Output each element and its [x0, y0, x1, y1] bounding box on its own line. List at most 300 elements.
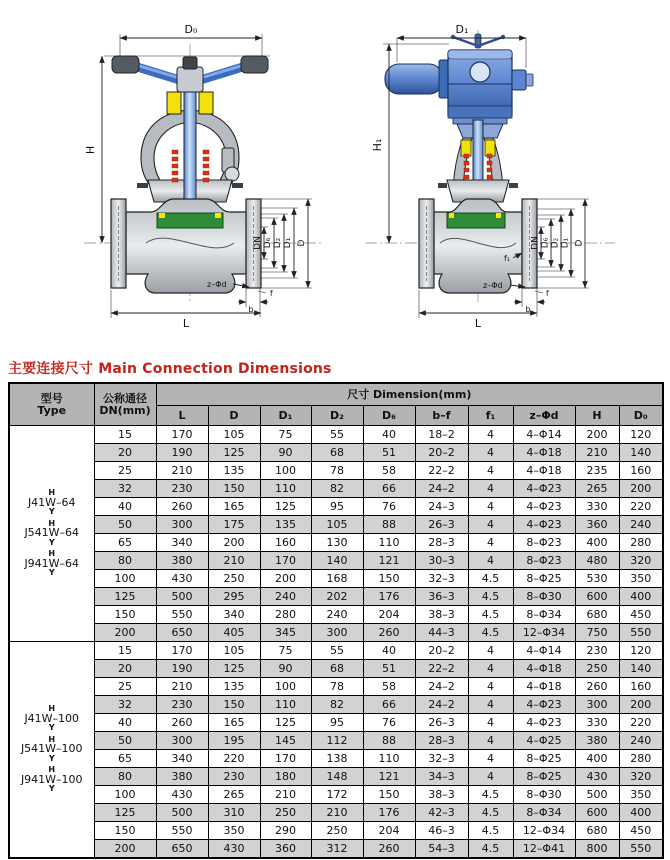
- handwheel-knob: [112, 56, 139, 73]
- dim-cell: 330: [575, 714, 619, 732]
- dim-cell: 125: [94, 804, 156, 822]
- dim-cell: 18–2: [415, 426, 468, 444]
- handwheel-knob: [241, 56, 268, 73]
- dim-cell: 190: [156, 660, 208, 678]
- table-row: [9, 822, 663, 840]
- dim-cell: 200: [94, 624, 156, 642]
- dim-cell: 430: [575, 768, 619, 786]
- dim-cell: 8–Φ25: [513, 570, 575, 588]
- bonnet-bolt: [137, 183, 148, 188]
- column-header-1: D: [208, 406, 260, 426]
- dim-cell: 100: [94, 570, 156, 588]
- dim-cell: 28–3: [415, 534, 468, 552]
- dim-cell: 165: [208, 714, 260, 732]
- dim-cell: 68: [311, 444, 363, 462]
- dim-cell: 120: [619, 426, 663, 444]
- dim-cell: 180: [260, 768, 311, 786]
- dim-cell: 240: [619, 732, 663, 750]
- type-header-en: Type: [37, 403, 67, 417]
- dim-cell: 290: [260, 822, 311, 840]
- dim-cell: 32: [94, 696, 156, 714]
- dim-cell: 550: [619, 840, 663, 859]
- dim-cell: 138: [311, 750, 363, 768]
- dim-cell: 8–Φ25: [513, 750, 575, 768]
- dim-cell: 88: [363, 732, 415, 750]
- hub-cap: [183, 57, 197, 69]
- table-row: [9, 804, 663, 822]
- dim-cell: 240: [619, 516, 663, 534]
- dim-cell: 82: [311, 480, 363, 498]
- motor: [385, 64, 443, 94]
- dim-cell: 300: [311, 624, 363, 642]
- bonnet-bolt: [438, 183, 447, 188]
- dim-cell: 240: [260, 588, 311, 606]
- table-row: [9, 786, 663, 804]
- dim-cell: 150: [208, 480, 260, 498]
- dim-cell: 4–Φ25: [513, 732, 575, 750]
- dim-cell: 54–3: [415, 840, 468, 859]
- dim-cell: 4: [468, 714, 513, 732]
- column-header-6: f₁: [468, 406, 513, 426]
- dim-cell: 20: [94, 660, 156, 678]
- dim-label-d0: D₀: [184, 23, 198, 36]
- dim-cell: 4–Φ14: [513, 642, 575, 660]
- dim-cell: 140: [619, 660, 663, 678]
- dim-cell: 250: [260, 804, 311, 822]
- dim-cell: 145: [260, 732, 311, 750]
- dim-cell: 800: [575, 840, 619, 859]
- dn-header-cn: 公称通径: [103, 391, 147, 405]
- dim-cell: 8–Φ34: [513, 606, 575, 624]
- dim-cell: 650: [156, 624, 208, 642]
- column-header-5: b–f: [415, 406, 468, 426]
- seat: [157, 213, 223, 228]
- dim-cell: 148: [311, 768, 363, 786]
- dim-cell: 4: [468, 516, 513, 534]
- dim-label-d: D: [574, 239, 585, 247]
- dim-cell: 66: [363, 480, 415, 498]
- dim-cell: 200: [619, 480, 663, 498]
- dim-cell: 200: [94, 840, 156, 859]
- dim-cell: 24–2: [415, 480, 468, 498]
- dim-cell: 135: [208, 678, 260, 696]
- dim-cell: 12–Φ41: [513, 840, 575, 859]
- seat-gasket: [215, 213, 221, 218]
- dim-cell: 4: [468, 534, 513, 552]
- table-row: [9, 444, 663, 462]
- table-row: [9, 588, 663, 606]
- column-header-4: D₆: [363, 406, 415, 426]
- dim-cell: 110: [363, 534, 415, 552]
- dim-cell: 100: [94, 786, 156, 804]
- dim-cell: 150: [363, 786, 415, 804]
- dim-label-d6: D₆: [263, 237, 273, 249]
- column-header-type: [9, 383, 94, 426]
- dim-cell: 350: [619, 786, 663, 804]
- seat-gasket: [159, 213, 165, 218]
- dim-cell: 4.5: [468, 588, 513, 606]
- table-row: [9, 480, 663, 498]
- dimensions-table: [8, 382, 664, 859]
- dim-cell: 265: [575, 480, 619, 498]
- dim-cell: 76: [363, 498, 415, 516]
- dim-cell: 78: [311, 462, 363, 480]
- dim-cell: 4: [468, 462, 513, 480]
- dim-cell: 4–Φ18: [513, 462, 575, 480]
- dim-cell: 58: [363, 462, 415, 480]
- dim-label-d2: D₂: [550, 237, 561, 249]
- dim-label-b: b: [525, 305, 531, 314]
- dim-label-f1: f₁: [503, 254, 511, 263]
- dim-cell: 295: [208, 588, 260, 606]
- model-code: H J541W–64 Y: [24, 518, 80, 547]
- dim-cell: 26–3: [415, 714, 468, 732]
- dim-cell: 202: [311, 588, 363, 606]
- dim-cell: 550: [619, 624, 663, 642]
- dim-cell: 135: [260, 516, 311, 534]
- dim-cell: 4–Φ18: [513, 444, 575, 462]
- dim-cell: 65: [94, 750, 156, 768]
- table-row: [9, 534, 663, 552]
- dim-cell: 4–Φ23: [513, 714, 575, 732]
- dim-cell: 310: [208, 804, 260, 822]
- table-row: [9, 714, 663, 732]
- column-header-dn: [94, 383, 156, 426]
- valve-assembly: [111, 56, 268, 293]
- dim-cell: 65: [94, 534, 156, 552]
- dim-cell: 210: [575, 444, 619, 462]
- dim-label-d6: D₆: [540, 237, 551, 249]
- dim-cell: 680: [575, 606, 619, 624]
- dim-cell: 26–3: [415, 516, 468, 534]
- table-row: [9, 552, 663, 570]
- dim-cell: 125: [94, 588, 156, 606]
- dim-cell: 230: [156, 480, 208, 498]
- column-header-3: D₂: [311, 406, 363, 426]
- table-row: [9, 462, 663, 480]
- dim-cell: 240: [311, 606, 363, 624]
- model-code: H J941W–64 Y: [24, 549, 80, 578]
- dim-cell: 260: [575, 678, 619, 696]
- dim-cell: 66: [363, 696, 415, 714]
- dim-cell: 260: [363, 624, 415, 642]
- dim-cell: 40: [94, 498, 156, 516]
- dim-cell: 320: [619, 552, 663, 570]
- dim-cell: 280: [619, 750, 663, 768]
- table-row: [9, 624, 663, 642]
- dim-cell: 400: [619, 804, 663, 822]
- dim-cell: 160: [619, 678, 663, 696]
- dim-cell: 220: [208, 750, 260, 768]
- electric-actuator: [385, 34, 533, 138]
- dim-cell: 8–Φ30: [513, 786, 575, 804]
- dim-label-d1: D₁: [283, 237, 293, 249]
- gland-right: [485, 140, 495, 156]
- type-header-cn: 型号: [40, 391, 63, 405]
- dim-cell: 400: [575, 534, 619, 552]
- dim-cell: 95: [311, 714, 363, 732]
- dim-cell: 312: [311, 840, 363, 859]
- dim-cell: 105: [208, 426, 260, 444]
- dim-cell: 4–Φ23: [513, 696, 575, 714]
- dim-cell: 4: [468, 552, 513, 570]
- dim-cell: 160: [260, 534, 311, 552]
- dim-cell: 130: [311, 534, 363, 552]
- dim-cell: 300: [156, 516, 208, 534]
- dim-cell: 110: [260, 480, 311, 498]
- dn-header-en: DN(mm): [99, 403, 151, 417]
- dim-cell: 80: [94, 552, 156, 570]
- dim-cell: 340: [208, 606, 260, 624]
- dim-cell: 220: [619, 498, 663, 516]
- gland-left: [461, 140, 471, 156]
- dim-cell: 170: [156, 426, 208, 444]
- dim-cell: 320: [619, 768, 663, 786]
- dim-cell: 4.5: [468, 624, 513, 642]
- dim-cell: 90: [260, 660, 311, 678]
- dim-cell: 4–Φ18: [513, 678, 575, 696]
- dim-cell: 170: [260, 552, 311, 570]
- dim-cell: 500: [156, 804, 208, 822]
- dim-cell: 50: [94, 516, 156, 534]
- dim-cell: 4–Φ23: [513, 480, 575, 498]
- dim-cell: 250: [311, 822, 363, 840]
- dim-cell: 34–3: [415, 768, 468, 786]
- dim-label-h1: H₁: [371, 138, 384, 152]
- dim-cell: 300: [575, 696, 619, 714]
- dim-cell: 30–3: [415, 552, 468, 570]
- dim-cell: 125: [208, 444, 260, 462]
- dim-cell: 380: [575, 732, 619, 750]
- dim-cell: 24–2: [415, 678, 468, 696]
- dim-cell: 380: [156, 768, 208, 786]
- section-title: 主要连接尺寸 Main Connection Dimensions: [8, 361, 332, 377]
- dim-cell: 55: [311, 426, 363, 444]
- hub: [177, 67, 203, 92]
- dim-cell: 20–2: [415, 444, 468, 462]
- dim-cell: 260: [363, 840, 415, 859]
- dim-cell: 8–Φ34: [513, 804, 575, 822]
- dim-cell: 4–Φ18: [513, 660, 575, 678]
- table-row: [9, 516, 663, 534]
- dim-cell: 8–Φ23: [513, 552, 575, 570]
- dim-cell: 360: [575, 516, 619, 534]
- dim-cell: 135: [208, 462, 260, 480]
- dim-cell: 32: [94, 480, 156, 498]
- table-row: [9, 606, 663, 624]
- dim-cell: 405: [208, 624, 260, 642]
- dim-cell: 280: [619, 534, 663, 552]
- dim-cell: 55: [311, 642, 363, 660]
- dim-cell: 210: [260, 786, 311, 804]
- dim-cell: 44–3: [415, 624, 468, 642]
- dim-cell: 210: [311, 804, 363, 822]
- dim-cell: 380: [156, 552, 208, 570]
- dim-cell: 90: [260, 444, 311, 462]
- table-row: [9, 642, 663, 660]
- dim-cell: 8–Φ30: [513, 588, 575, 606]
- dim-cell: 20: [94, 444, 156, 462]
- dim-cell: 105: [311, 516, 363, 534]
- dim-cell: 125: [260, 714, 311, 732]
- dim-cell: 210: [156, 462, 208, 480]
- dim-cell: 230: [208, 768, 260, 786]
- dim-cell: 210: [208, 552, 260, 570]
- dim-cell: 500: [575, 786, 619, 804]
- dim-cell: 88: [363, 516, 415, 534]
- conduit-port: [512, 70, 526, 90]
- dim-cell: 24–3: [415, 498, 468, 516]
- dim-label-dn: DN: [530, 236, 541, 250]
- dim-cell: 550: [156, 822, 208, 840]
- dim-cell: 68: [311, 660, 363, 678]
- dim-label-z-phi-d: z–Φd: [207, 280, 227, 289]
- dim-cell: 500: [156, 588, 208, 606]
- indicator-knob: [225, 167, 239, 181]
- dim-cell: 600: [575, 588, 619, 606]
- table-row: [9, 498, 663, 516]
- gland-right: [199, 92, 213, 114]
- dim-cell: 4: [468, 732, 513, 750]
- dim-cell: 210: [156, 678, 208, 696]
- dim-cell: 28–3: [415, 732, 468, 750]
- dim-cell: 36–3: [415, 588, 468, 606]
- dim-cell: 15: [94, 426, 156, 444]
- dim-cell: 112: [311, 732, 363, 750]
- dim-cell: 750: [575, 624, 619, 642]
- dim-cell: 345: [260, 624, 311, 642]
- dim-cell: 250: [208, 570, 260, 588]
- dim-label-l: L: [182, 317, 190, 330]
- dim-cell: 58: [363, 678, 415, 696]
- dim-cell: 120: [619, 642, 663, 660]
- dim-cell: 125: [208, 660, 260, 678]
- dim-cell: 78: [311, 678, 363, 696]
- dim-cell: 230: [156, 696, 208, 714]
- dim-cell: 235: [575, 462, 619, 480]
- dim-cell: 40: [94, 714, 156, 732]
- dim-cell: 176: [363, 588, 415, 606]
- dim-cell: 8–Φ25: [513, 768, 575, 786]
- dim-cell: 175: [208, 516, 260, 534]
- dim-cell: 38–3: [415, 786, 468, 804]
- dim-cell: 450: [619, 822, 663, 840]
- dim-cell: 400: [575, 750, 619, 768]
- table-row: [9, 426, 663, 444]
- dim-cell: 430: [208, 840, 260, 859]
- dim-cell: 340: [156, 750, 208, 768]
- model-code: H J541W–100 Y: [20, 734, 83, 763]
- dim-cell: 76: [363, 714, 415, 732]
- dim-cell: 360: [260, 840, 311, 859]
- dim-cell: 38–3: [415, 606, 468, 624]
- dim-cell: 195: [208, 732, 260, 750]
- dim-cell: 330: [575, 498, 619, 516]
- gland-left: [167, 92, 181, 114]
- dim-cell: 100: [260, 462, 311, 480]
- dim-cell: 4.5: [468, 840, 513, 859]
- dim-cell: 15: [94, 642, 156, 660]
- table-row: [9, 570, 663, 588]
- dim-cell: 12–Φ34: [513, 624, 575, 642]
- dim-cell: 230: [575, 642, 619, 660]
- dim-cell: 4: [468, 642, 513, 660]
- dim-cell: 4: [468, 660, 513, 678]
- dim-cell: 190: [156, 444, 208, 462]
- dim-cell: 150: [94, 822, 156, 840]
- dim-cell: 600: [575, 804, 619, 822]
- dim-cell: 4: [468, 696, 513, 714]
- model-code: H J41W–100 Y: [24, 703, 80, 732]
- dim-cell: 4.5: [468, 570, 513, 588]
- table-row: [9, 678, 663, 696]
- dim-cell: 42–3: [415, 804, 468, 822]
- dim-cell: 530: [575, 570, 619, 588]
- dim-cell: 4.5: [468, 606, 513, 624]
- dim-cell: 95: [311, 498, 363, 516]
- dim-cell: 280: [260, 606, 311, 624]
- dim-label-z-phi-d: z–Φd: [483, 281, 503, 290]
- seat-gasket: [449, 213, 454, 218]
- dim-cell: 12–Φ34: [513, 822, 575, 840]
- dim-cell: 8–Φ23: [513, 534, 575, 552]
- dim-cell: 4–Φ14: [513, 426, 575, 444]
- dim-label-f: f: [270, 289, 273, 298]
- column-header-8: H: [575, 406, 619, 426]
- dim-cell: 121: [363, 552, 415, 570]
- dim-cell: 75: [260, 426, 311, 444]
- dim-cell: 150: [363, 570, 415, 588]
- handwheel: [112, 56, 268, 92]
- dim-cell: 4–Φ23: [513, 516, 575, 534]
- bonnet-bolt: [232, 183, 243, 188]
- dim-label-d2: D₂: [273, 237, 283, 249]
- dim-cell: 172: [311, 786, 363, 804]
- dim-cell: 204: [363, 606, 415, 624]
- dim-cell: 168: [311, 570, 363, 588]
- valve-diagrams: [0, 0, 670, 356]
- valve-assembly: [385, 34, 537, 293]
- dim-cell: 4–Φ23: [513, 498, 575, 516]
- dim-cell: 100: [260, 678, 311, 696]
- dim-label-b: b: [248, 305, 254, 314]
- dim-label-d: D: [297, 239, 307, 247]
- electric-valve-diagram: [345, 0, 670, 356]
- dim-cell: 450: [619, 606, 663, 624]
- dim-cell: 105: [208, 642, 260, 660]
- dim-cell: 250: [575, 660, 619, 678]
- dim-cell: 260: [156, 498, 208, 516]
- dim-cell: 176: [363, 804, 415, 822]
- dim-cell: 204: [363, 822, 415, 840]
- dim-cell: 350: [619, 570, 663, 588]
- dim-cell: 40: [363, 426, 415, 444]
- table-row: [9, 660, 663, 678]
- dim-cell: 4: [468, 498, 513, 516]
- dim-cell: 51: [363, 660, 415, 678]
- dim-cell: 430: [156, 786, 208, 804]
- dim-cell: 110: [363, 750, 415, 768]
- dim-cell: 165: [208, 498, 260, 516]
- seat-gasket: [496, 213, 501, 218]
- dim-cell: 170: [156, 642, 208, 660]
- dim-cell: 75: [260, 642, 311, 660]
- dim-cell: 25: [94, 462, 156, 480]
- dim-label-h: H: [84, 145, 97, 155]
- dim-cell: 400: [619, 588, 663, 606]
- dim-cell: 150: [208, 696, 260, 714]
- dim-cell: 4: [468, 444, 513, 462]
